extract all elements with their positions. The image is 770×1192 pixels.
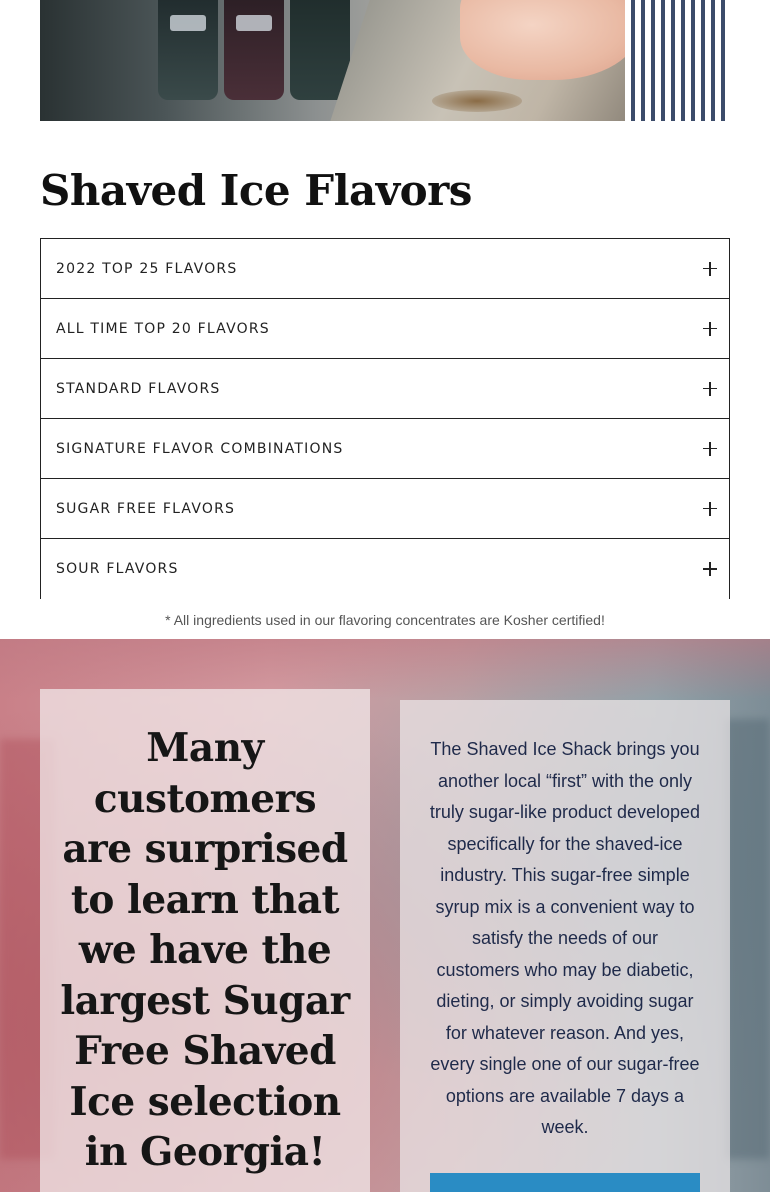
accordion-item-label: 2022 TOP 25 FLAVORS [56, 260, 238, 277]
info-card [400, 700, 730, 1192]
headline-card [40, 689, 370, 1192]
accordion-item-label: SIGNATURE FLAVOR COMBINATIONS [56, 440, 344, 457]
cta-button[interactable] [430, 1173, 700, 1192]
page-title: Shaved Ice Flavors [40, 166, 472, 215]
accordion-item-standard[interactable] [40, 359, 730, 419]
syrup-stain [432, 90, 522, 112]
plus-icon[interactable] [703, 322, 717, 336]
hero-image [40, 0, 730, 121]
accordion-item-all-time-top-20[interactable] [40, 299, 730, 359]
plus-icon[interactable] [703, 382, 717, 396]
accordion-item-label: STANDARD FLAVORS [56, 380, 221, 397]
kosher-note: * All ingredients used in our flavoring concentrates are Kosher certified! [165, 612, 605, 628]
promo-headline: Many customers are surprised to learn that we have the largest Sugar Free Shaved Ice selection in Georgia! [60, 725, 350, 1175]
background-blur [725, 719, 770, 1159]
accordion-item-label: ALL TIME TOP 20 FLAVORS [56, 320, 270, 337]
promo-body-text: The Shaved Ice Shack brings you another local “first” with the only truly sugar-like product developed specifically for the shaved-ice industry. This sugar-free simple syrup mix is a convenient way to satisfy the needs of our customers who may be diabetic, dieting, or simply avoiding sugar for whatever reason. And yes, every single one of our sugar-free options are available 7 days a week. [429, 739, 701, 1137]
plus-icon[interactable] [703, 502, 717, 516]
plus-icon[interactable] [703, 262, 717, 276]
flavor-accordion [40, 238, 730, 599]
accordion-item-signature-combinations[interactable] [40, 419, 730, 479]
syrup-bottle [158, 0, 218, 100]
accordion-item-label: SOUR FLAVORS [56, 561, 179, 577]
plus-icon[interactable] [703, 562, 717, 576]
syrup-bottle [224, 0, 284, 100]
accordion-item-sour[interactable] [40, 539, 730, 599]
plus-icon[interactable] [703, 442, 717, 456]
sugar-free-promo-section [0, 639, 770, 1192]
striped-apron [625, 0, 730, 121]
accordion-item-2022-top-25[interactable] [40, 239, 730, 299]
accordion-item-sugar-free[interactable] [40, 479, 730, 539]
accordion-item-label: SUGAR FREE FLAVORS [56, 500, 236, 517]
